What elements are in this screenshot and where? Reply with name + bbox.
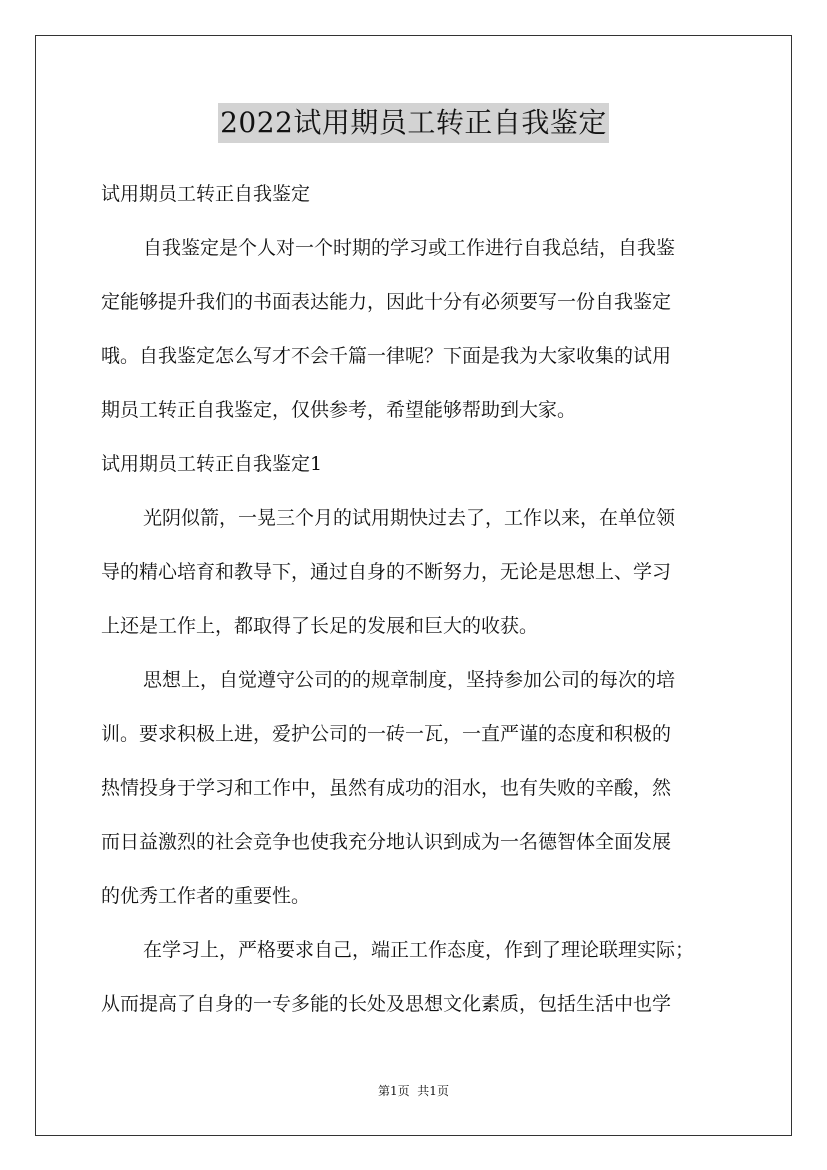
text-line: 思想上，自觉遵守公司的的规章制度，坚持参加公司的每次的培: [143, 669, 676, 691]
text-line: 从而提高了自身的一专多能的长处及思想文化素质，包括生活中也学: [101, 993, 672, 1015]
text-line: 光阴似箭，一晃三个月的试用期快过去了，工作以来，在单位领: [143, 507, 676, 529]
text-line: 哦。自我鉴定怎么写才不会千篇一律呢？下面是我为大家收集的试用: [101, 345, 672, 367]
text-line: 热情投身于学习和工作中，虽然有成功的泪水，也有失败的辛酸，然: [101, 777, 672, 799]
text-line: 而日益激烈的社会竞争也使我充分地认识到成为一名德智体全面发展: [101, 831, 672, 853]
page-footer: 第1页 共1页: [378, 1084, 449, 1098]
text-line: 试用期员工转正自我鉴定1: [101, 453, 323, 475]
document-body: [101, 172, 731, 1036]
text-line: 期员工转正自我鉴定，仅供参考，希望能够帮助到大家。: [101, 399, 577, 421]
text-line: 上还是工作上，都取得了长足的发展和巨大的收获。: [101, 615, 539, 637]
text-line: 试用期员工转正自我鉴定: [101, 183, 311, 205]
text-line: 自我鉴定是个人对一个时期的学习或工作进行自我总结，自我鉴: [143, 237, 676, 259]
text-line: 在学习上，严格要求自己，端正工作态度，作到了理论联理实际；: [143, 939, 695, 961]
title-container: [0, 103, 827, 143]
text-line: 的优秀工作者的重要性。: [101, 885, 311, 907]
text-line: 导的精心培育和教导下，通过自身的不断努力，无论是思想上、学习: [101, 561, 672, 583]
document-title: 2022试用期员工转正自我鉴定: [218, 103, 609, 143]
text-line: 训。要求积极上进，爱护公司的一砖一瓦，一直严谨的态度和积极的: [101, 723, 672, 745]
text-line: 定能够提升我们的书面表达能力，因此十分有必须要写一份自我鉴定: [101, 291, 672, 313]
